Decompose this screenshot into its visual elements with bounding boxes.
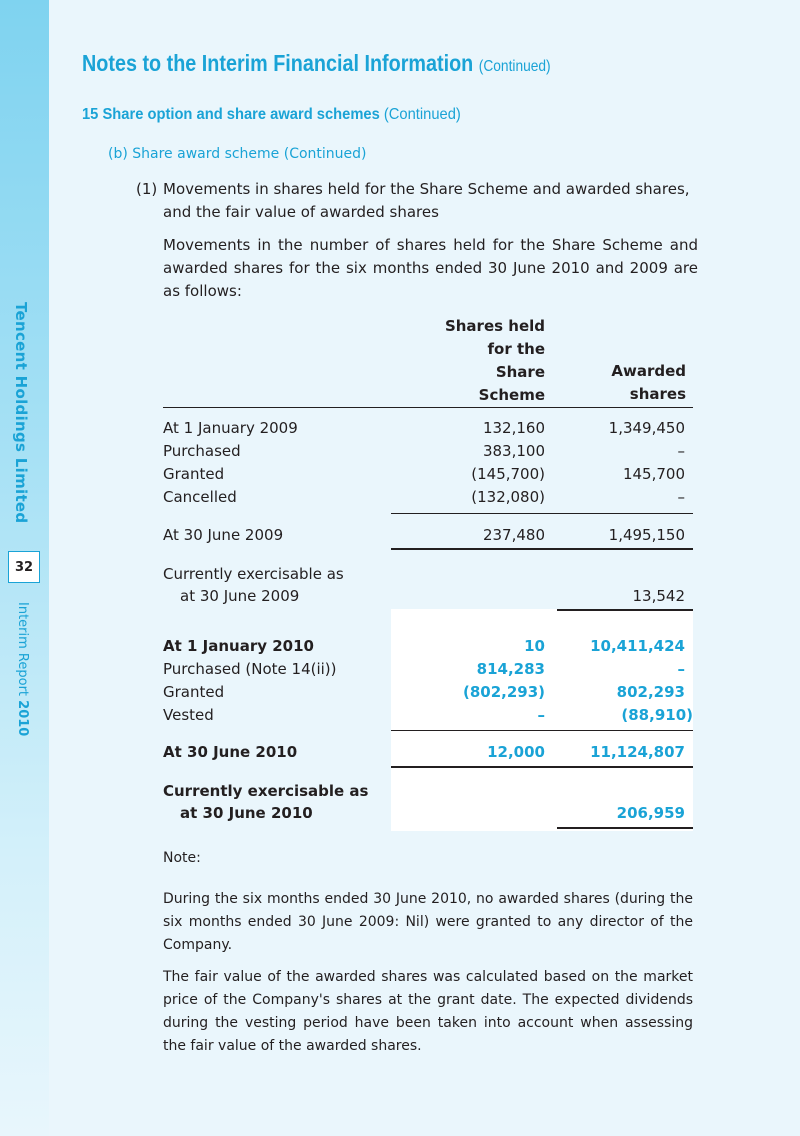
row-value-awarded: 802,293: [616, 683, 685, 701]
item-title: Movements in shares held for the Share Scheme and awarded shares, and the fair value of awarded shares: [163, 180, 690, 221]
note-paragraph: The fair value of the awarded shares was calculated based on the market price of the Company's shares at the grant date. The expected dividends during the vesting period have been taken into account when assessing the fair value of the awarded shares.: [163, 969, 693, 1054]
row-value-awarded: –: [677, 488, 685, 506]
row-label: Vested: [163, 706, 214, 724]
intro-paragraph: Movements in the number of shares held for the Share Scheme and awarded shares for the six months ended 30 June 2010 and 2009 are as follows:: [163, 236, 698, 300]
row-value-shares-held: 12,000: [487, 743, 545, 761]
row-label: Cancelled: [163, 488, 237, 506]
sidebar-company-name: Tencent Holdings Limited: [12, 302, 30, 524]
table-row: [163, 486, 693, 509]
table-row: [163, 635, 693, 658]
table-row: [163, 585, 693, 608]
sidebar-report-name: [15, 602, 30, 736]
table-row: [163, 704, 693, 727]
sidebar-report-prefix: Interim Report: [15, 602, 30, 697]
table-row: [163, 417, 693, 440]
row-value-awarded: 1,349,450: [608, 419, 685, 437]
row-value-awarded: 13,542: [632, 587, 685, 605]
note-paragraph: During the six months ended 30 June 2010, no awarded shares (during the six months ended 30 June 2009: Nil) were granted to any director of the Company.: [163, 891, 693, 953]
page-title: [82, 50, 551, 77]
row-label: At 1 January 2010: [163, 637, 314, 655]
row-label: Granted: [163, 683, 225, 701]
exercisable-rule: [557, 827, 693, 829]
table-row: [163, 802, 693, 825]
row-label: At 30 June 2009: [163, 526, 284, 544]
row-value-shares-held: (145,700): [471, 465, 545, 483]
column-header-shares-held: [400, 315, 545, 407]
row-value-shares-held: (132,080): [471, 488, 545, 506]
page-title-text: Notes to the Interim Financial Information: [82, 50, 474, 76]
subsection-heading: (b) Share award scheme (Continued): [108, 146, 367, 162]
row-label: Purchased: [163, 442, 241, 460]
section-heading: [82, 106, 461, 124]
column-header-line: for the: [487, 340, 545, 358]
row-label: At 1 January 2009: [163, 419, 298, 437]
header-rule: [163, 407, 693, 408]
table-row: [163, 440, 693, 463]
row-value-awarded: –: [677, 442, 685, 460]
row-label: Currently exercisable as: [163, 565, 344, 583]
row-label: at 30 June 2009: [180, 587, 300, 605]
subtotal-rule: [391, 513, 693, 514]
item-number: (1): [136, 180, 158, 198]
row-value-shares-held: 237,480: [482, 526, 545, 544]
row-value-awarded: 206,959: [616, 804, 685, 822]
table-row: [163, 681, 693, 704]
row-label: Granted: [163, 465, 225, 483]
section-heading-text: 15 Share option and share award schemes: [82, 106, 380, 123]
row-value-shares-held: 383,100: [482, 442, 545, 460]
exercisable-rule: [557, 609, 693, 611]
row-label: Purchased (Note 14(ii)): [163, 660, 337, 678]
row-value-shares-held: 814,283: [476, 660, 545, 678]
column-header-awarded-shares: [560, 360, 686, 406]
column-header-line: Shares held: [444, 317, 545, 335]
column-header-line: Scheme: [478, 386, 545, 404]
row-value-awarded: (88,910): [621, 706, 693, 724]
row-value-awarded: 1,495,150: [608, 526, 685, 544]
sidebar: [0, 0, 49, 1136]
table-row: [163, 780, 693, 803]
table-row: [163, 658, 693, 681]
row-value-awarded: 10,411,424: [590, 637, 685, 655]
total-rule: [391, 766, 693, 768]
table-row: [163, 741, 693, 764]
column-header-line: shares: [629, 385, 686, 403]
row-value-awarded: 11,124,807: [590, 743, 685, 761]
row-label: At 30 June 2010: [163, 743, 298, 761]
row-value-awarded: –: [677, 660, 685, 678]
row-value-shares-held: 132,160: [482, 419, 545, 437]
column-header-line: Awarded: [611, 362, 686, 380]
total-rule: [391, 548, 693, 550]
section-heading-suffix: (Continued): [383, 106, 461, 123]
row-value-shares-held: –: [537, 706, 545, 724]
table-row: [163, 524, 693, 547]
page-number: 32: [8, 551, 40, 583]
row-value-shares-held: 10: [524, 637, 545, 655]
row-label: at 30 June 2010: [180, 804, 313, 822]
row-value-shares-held: (802,293): [462, 683, 545, 701]
table-row: [163, 463, 693, 486]
column-header-line: Share: [495, 363, 545, 381]
subtotal-rule: [391, 730, 693, 731]
row-value-awarded: 145,700: [622, 465, 685, 483]
note-label: Note:: [163, 850, 201, 866]
row-label: Currently exercisable as: [163, 782, 369, 800]
table-row: [163, 563, 693, 586]
sidebar-report-year: 2010: [15, 700, 30, 737]
page-title-suffix: (Continued): [478, 58, 551, 75]
